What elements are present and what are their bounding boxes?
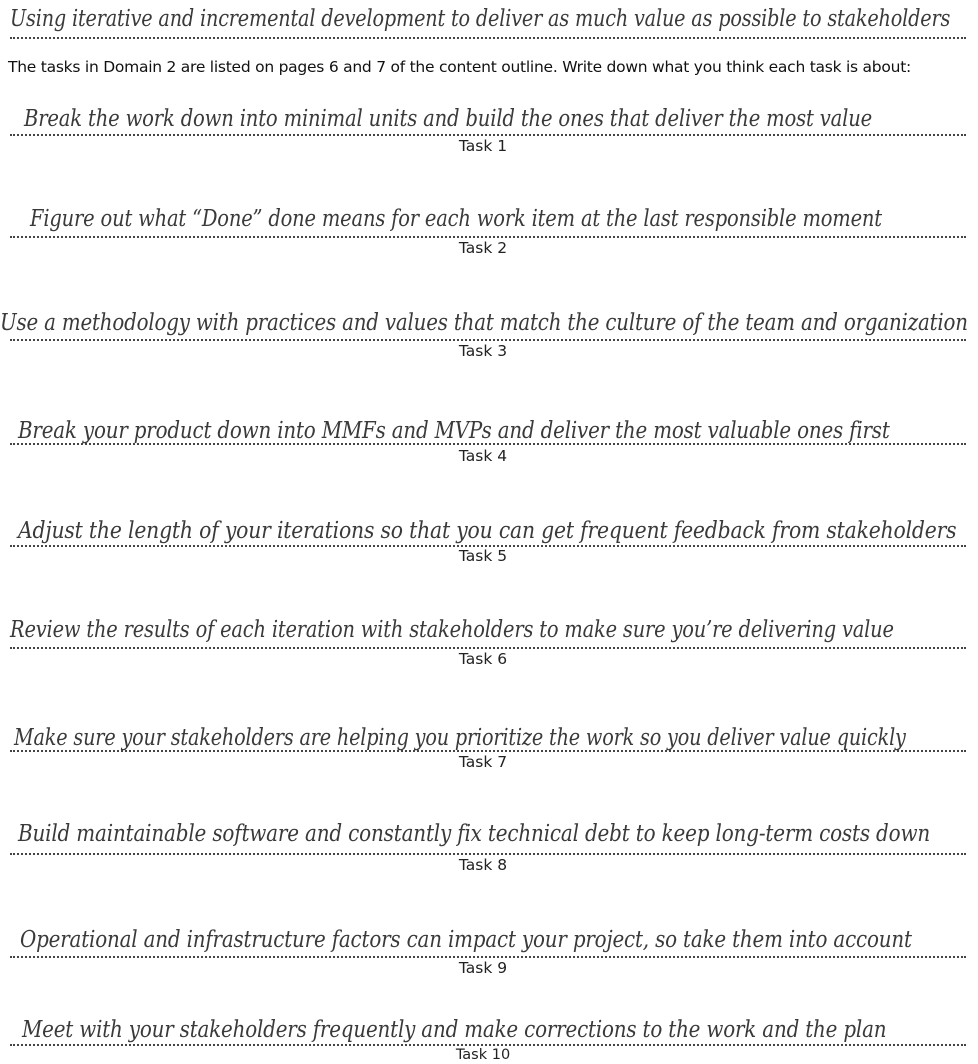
instructions-text: The tasks in Domain 2 are listed on pages 6 and 7 of the content outline. Write down what you think each task is about:	[8, 58, 911, 76]
task-4-answer-line	[10, 443, 966, 445]
task-8-answer-line	[10, 853, 966, 855]
task-7-answer: Make sure your stakeholders are helping you prioritize the work so you deliver value quickly	[14, 725, 906, 751]
task-3-answer: Use a methodology with practices and values that match the culture of the team and organization	[0, 310, 968, 336]
task-4-answer: Break your product down into MMFs and MVPs and deliver the most valuable ones first	[18, 418, 890, 444]
task-6-answer: Review the results of each iteration with stakeholders to make sure you’re delivering value	[10, 617, 894, 643]
task-9-answer: Operational and infrastructure factors can impact your project, so take them into account	[20, 927, 912, 953]
task-3-answer-line	[10, 339, 966, 341]
task-1-label: Task 1	[458, 137, 508, 155]
task-1-answer: Break the work down into minimal units and build the ones that deliver the most value	[24, 106, 873, 132]
task-1-answer-line	[10, 134, 966, 136]
task-3-label: Task 3	[458, 342, 508, 360]
page-heading: Using iterative and incremental development to deliver as much value as possible to stakeholders	[10, 6, 951, 32]
task-9-answer-line	[10, 956, 966, 958]
task-5-label: Task 5	[458, 547, 508, 565]
task-8-label: Task 8	[458, 856, 508, 874]
task-6-label: Task 6	[458, 650, 508, 668]
task-6-answer-line	[10, 647, 966, 649]
task-7-label: Task 7	[458, 753, 508, 771]
task-5-answer: Adjust the length of your iterations so that you can get frequent feedback from stakeholders	[18, 518, 957, 544]
task-10-answer: Meet with your stakeholders frequently and make corrections to the work and the plan	[22, 1017, 887, 1043]
task-8-answer: Build maintainable software and constantly fix technical debt to keep long-term costs down	[18, 821, 931, 847]
task-2-answer: Figure out what “Done” done means for each work item at the last responsible moment	[30, 206, 882, 232]
task-2-answer-line	[10, 236, 966, 238]
heading-underline	[10, 37, 966, 39]
task-10-label: Task 10	[455, 1047, 511, 1063]
task-9-label: Task 9	[458, 959, 508, 977]
task-4-label: Task 4	[458, 447, 508, 465]
task-10-answer-line	[10, 1044, 966, 1046]
task-7-answer-line	[10, 750, 966, 752]
task-2-label: Task 2	[458, 239, 508, 257]
